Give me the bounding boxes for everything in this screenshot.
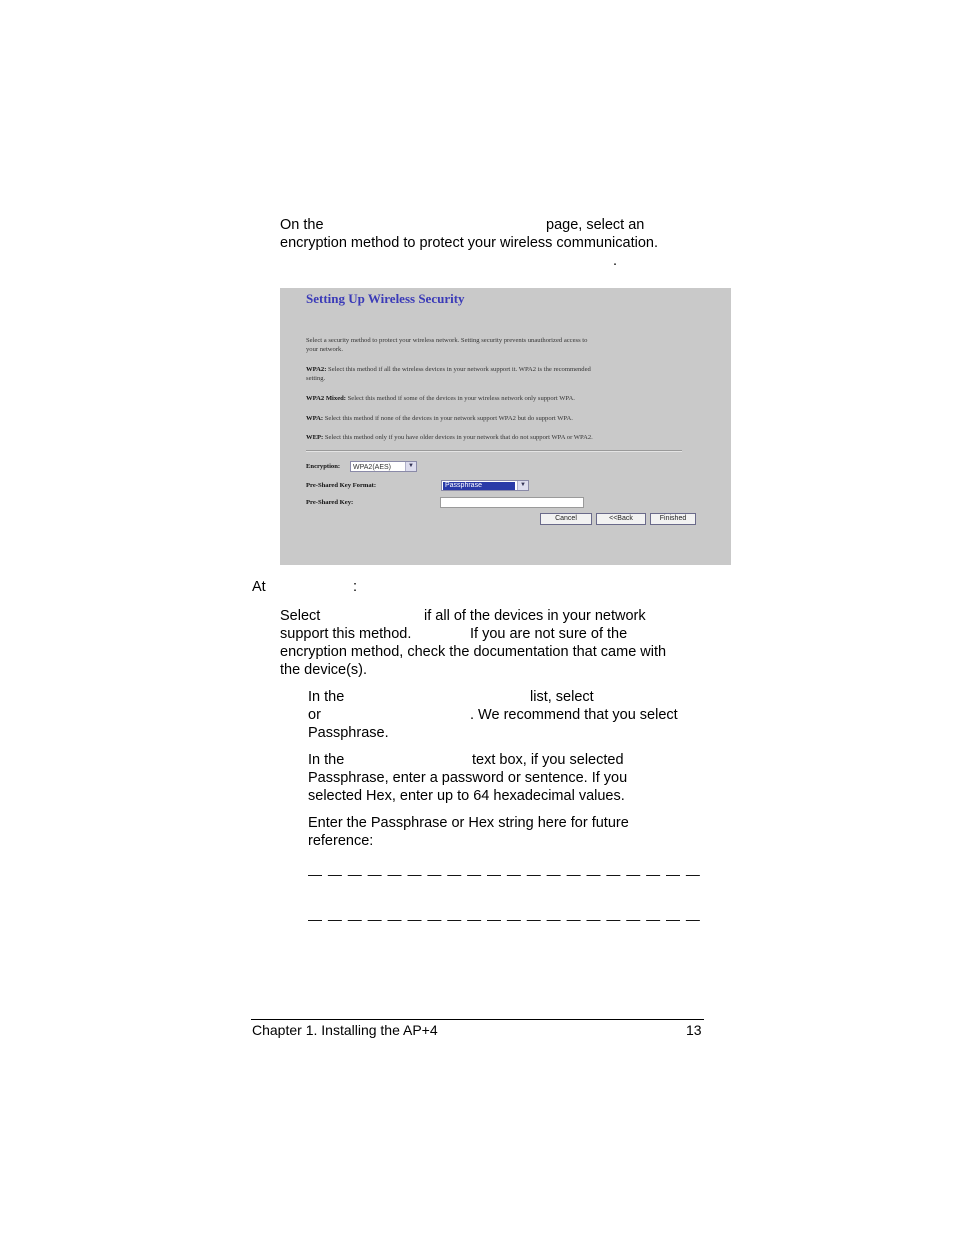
screenshot-desc1: Select a security method to protect your wireless network. Setting security prevents unauthorized access to xyxy=(306,337,588,344)
encryption-select-value: WPA2(AES) xyxy=(353,464,391,471)
encryption-label: Encryption: xyxy=(306,463,341,470)
psk-label: Pre-Shared Key: xyxy=(306,499,354,506)
footer-divider xyxy=(251,1019,704,1020)
at-label-b: : xyxy=(353,579,358,595)
step-b-l3: selected Hex, enter up to 64 hexadecimal values. xyxy=(308,788,625,804)
select-para-l1b: if all of the devices in your network xyxy=(424,608,646,624)
psk-input[interactable] xyxy=(440,497,584,508)
chevron-down-icon[interactable]: ▼ xyxy=(517,481,528,490)
step-c-l2: reference: xyxy=(308,833,374,849)
wpa2-mixed-description: WPA2 Mixed: Select this method if some of the devices in your wireless network only support WPA. xyxy=(306,395,575,402)
back-button[interactable]: <<Back xyxy=(596,513,646,525)
reference-line-1: — — — — — — — — — — — — — — — — — — — — xyxy=(308,866,701,882)
screenshot-title: Setting Up Wireless Security xyxy=(306,291,465,306)
at-label-a: At xyxy=(252,579,266,595)
step-a-l2b: . We recommend that you select xyxy=(470,707,678,723)
select-para-l4: the device(s). xyxy=(280,662,368,678)
chevron-down-icon[interactable]: ▼ xyxy=(405,462,416,471)
wpa2-description-cont: setting. xyxy=(306,375,326,382)
intro-line3: . xyxy=(613,253,618,269)
step-c-l1: Enter the Passphrase or Hex string here for future xyxy=(308,815,629,831)
step-b-l1b: text box, if you selected xyxy=(472,752,624,768)
select-para-l3: encryption method, check the documentation that came with xyxy=(280,644,667,660)
footer-page-number: 13 xyxy=(686,1022,702,1038)
screenshot-desc2: your network. xyxy=(306,346,343,353)
psk-format-select-value: Passphrase xyxy=(443,482,515,490)
step-a-l1a: In the xyxy=(308,689,345,705)
intro-line1b: page, select an xyxy=(546,217,645,233)
select-para-l2b: If you are not sure of the xyxy=(470,626,628,642)
select-para-l1a: Select xyxy=(280,608,321,624)
encryption-select[interactable] xyxy=(350,461,417,472)
step-b-l1a: In the xyxy=(308,752,345,768)
screenshot-divider xyxy=(306,450,682,452)
wireless-security-screenshot xyxy=(280,288,731,565)
footer-chapter: Chapter 1. Installing the AP+4 xyxy=(252,1022,438,1038)
wpa2-description: WPA2: Select this method if all the wireless devices in your network support it. WPA2 is the recommended xyxy=(306,366,591,373)
select-para-l2a: support this method. xyxy=(280,626,412,642)
step-a-l2a: or xyxy=(308,707,321,723)
psk-format-label: Pre-Shared Key Format: xyxy=(306,482,377,489)
step-a-l1b: list, select xyxy=(530,689,594,705)
intro-line1a: On the xyxy=(280,217,324,233)
step-b-l2: Passphrase, enter a password or sentence. If you xyxy=(308,770,628,786)
reference-line-2: — — — — — — — — — — — — — — — — — — — — xyxy=(308,911,701,927)
wep-description: WEP: Select this method only if you have older devices in your network that do not support WPA or WPA2. xyxy=(306,434,593,441)
finished-button[interactable]: Finished xyxy=(650,513,696,525)
step-a-l3: Passphrase. xyxy=(308,725,389,741)
psk-format-select[interactable] xyxy=(441,480,529,491)
cancel-button[interactable]: Cancel xyxy=(540,513,592,525)
intro-line2: encryption method to protect your wireless communication. xyxy=(280,235,658,251)
wpa-description: WPA: Select this method if none of the devices in your network support WPA2 but do support WPA. xyxy=(306,415,573,422)
